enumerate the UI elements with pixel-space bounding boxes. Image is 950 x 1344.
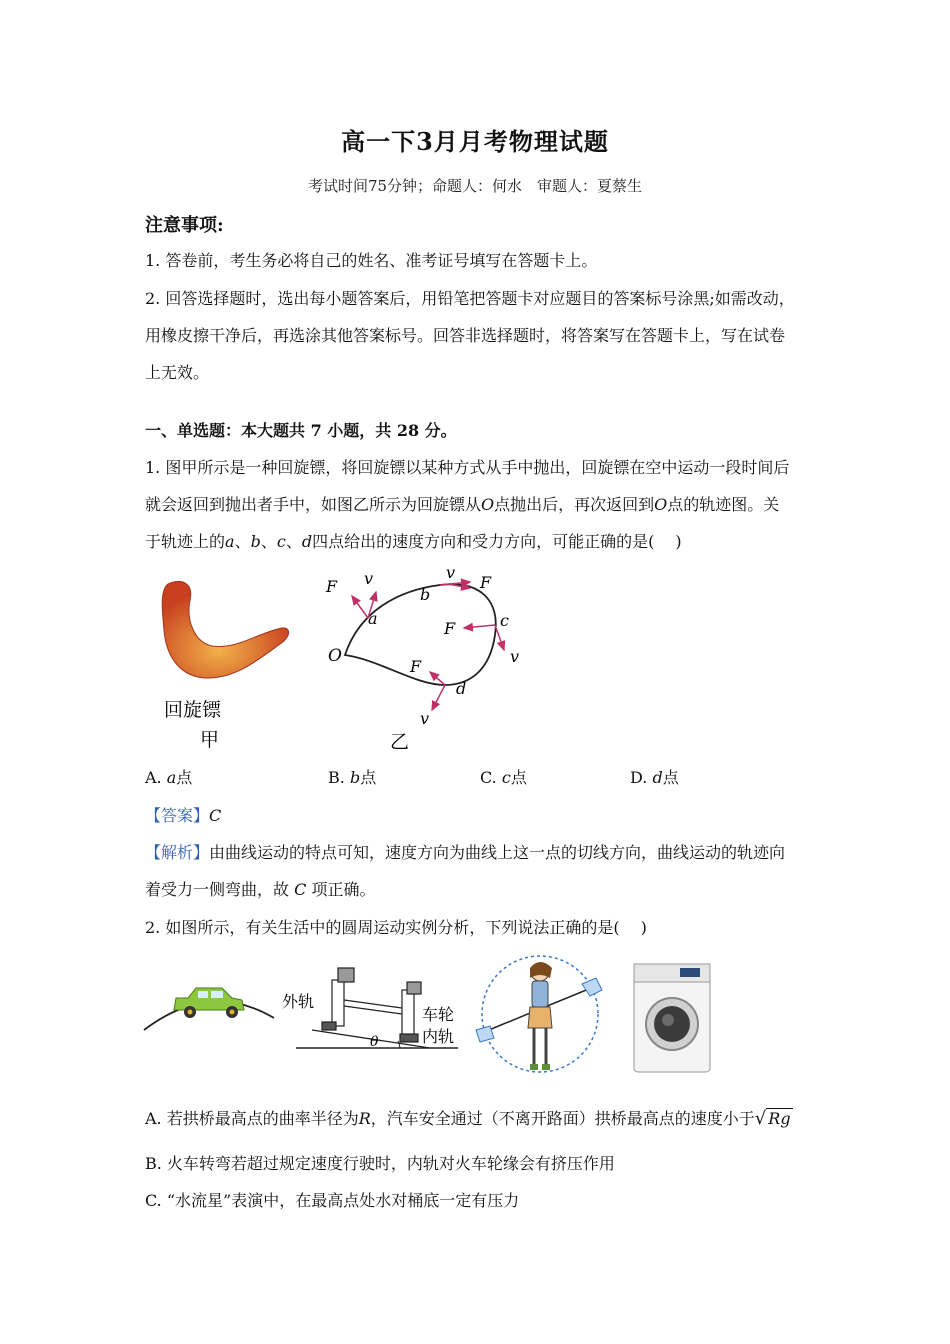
car-icon [174,988,244,1018]
point-d-label: d [456,679,467,698]
force-arrow-a [352,596,368,618]
train-turn-figure [282,960,462,1055]
person-icon [528,962,552,1070]
q1-stem-line-1: 1. 图甲所示是一种回旋镖，将回旋镖以某种方式从手中抛出，回旋镖在空中运动一段时间后 [145,458,790,477]
trajectory-figure [320,560,540,755]
notice-item-2-line-2: 用橡皮擦干净后，再选涂其他答案标号。回答非选择题时，将答案写在答题卡上，写在试卷 [145,326,786,345]
force-label-a: F [326,577,338,596]
velocity-label-a: v [364,569,374,588]
point-a-label: a [368,609,378,628]
q2-option-a[interactable]: A. 若拱桥最高点的曲率半径为R，汽车安全通过（不离开路面）拱桥最高点的速度小于√ Rg [145,1108,791,1129]
velocity-label-d: v [420,709,430,728]
notice-heading: 注意事项: [145,215,224,236]
force-label-b: F [480,573,492,592]
q1-analysis-line-2: 着受力一侧弯曲，故 C 项正确。 [145,880,376,899]
page-title: 高一下3月月考物理试题 [341,127,609,156]
force-label-c: F [444,619,456,638]
q2-option-b[interactable]: B. 火车转弯若超过规定速度行驶时，内轨对火车轮缘会有挤压作用 [145,1154,615,1173]
q2-stem: 2. 如图所示，有关生活中的圆周运动实例分析，下列说法正确的是( ) [145,918,647,937]
inner-rail-label: 内轨 [422,1027,455,1046]
figure-a-label: 甲 [200,729,220,751]
water-meteor-figure [470,950,610,1082]
q1-stem-line-2: 就会返回到抛出者手中，如图乙所示为回旋镖从O点抛出后，再次返回到O点的轨迹图。关 [145,495,780,514]
q1-stem-line-3: 于轨迹上的a、b、c、d四点给出的速度方向和受力方向，可能正确的是( ) [145,532,682,551]
washing-machine-figure [632,962,712,1074]
bucket-right-icon [582,978,602,996]
wheel-label: 车轮 [422,1005,455,1024]
q1-option-c[interactable]: C. c点 [480,768,527,787]
notice-item-2-line-3: 上无效。 [145,363,210,382]
notice-item-2-line-1: 2. 回答选择题时，选出每小题答案后，用铅笔把答题卡对应题目的答案标号涂黑;如需改动， [145,289,795,308]
section-heading-single-choice: 一、单选题：本大题共 7 小题，共 28 分。 [145,421,457,440]
force-label-d: F [410,657,422,676]
outer-rail-label: 外轨 [282,992,315,1011]
figure-b-label: 乙 [390,731,410,753]
q1-analysis-line-1: 【解析】由曲线运动的特点可知，速度方向为曲线上这一点的切线方向，曲线运动的轨迹向 [145,843,786,862]
velocity-label-c: v [510,647,520,666]
velocity-arrow-d [432,685,445,710]
force-arrow-c [464,625,495,628]
bucket-left-icon [476,1026,494,1042]
point-c-label: c [500,611,509,630]
point-O-label: O [328,646,342,666]
boomerang-shape [162,581,288,678]
q2-option-c[interactable]: C. “水流星”表演中，在最高点处水对桶底一定有压力 [145,1191,520,1210]
train-axle [322,968,421,1042]
display-panel [680,968,700,977]
boomerang-figure [150,570,300,755]
boomerang-label: 回旋镖 [164,699,222,721]
notice-item-1: 1. 答卷前，考生务必将自己的姓名、准考证号填写在答题卡上。 [145,251,598,270]
q1-option-a[interactable]: A. a点 [145,768,193,787]
theta-label: θ [370,1034,379,1050]
arch-bridge-car-figure [140,958,280,1038]
point-b-label: b [420,585,431,604]
exam-subtitle: 考试时间75分钟；命题人：何水 审题人：夏蔡生 [307,177,643,195]
velocity-label-b: v [446,563,456,582]
q1-option-d[interactable]: D. d点 [630,768,679,787]
q1-option-b[interactable]: B. b点 [328,768,377,787]
q1-answer: 【答案】C [145,806,222,825]
